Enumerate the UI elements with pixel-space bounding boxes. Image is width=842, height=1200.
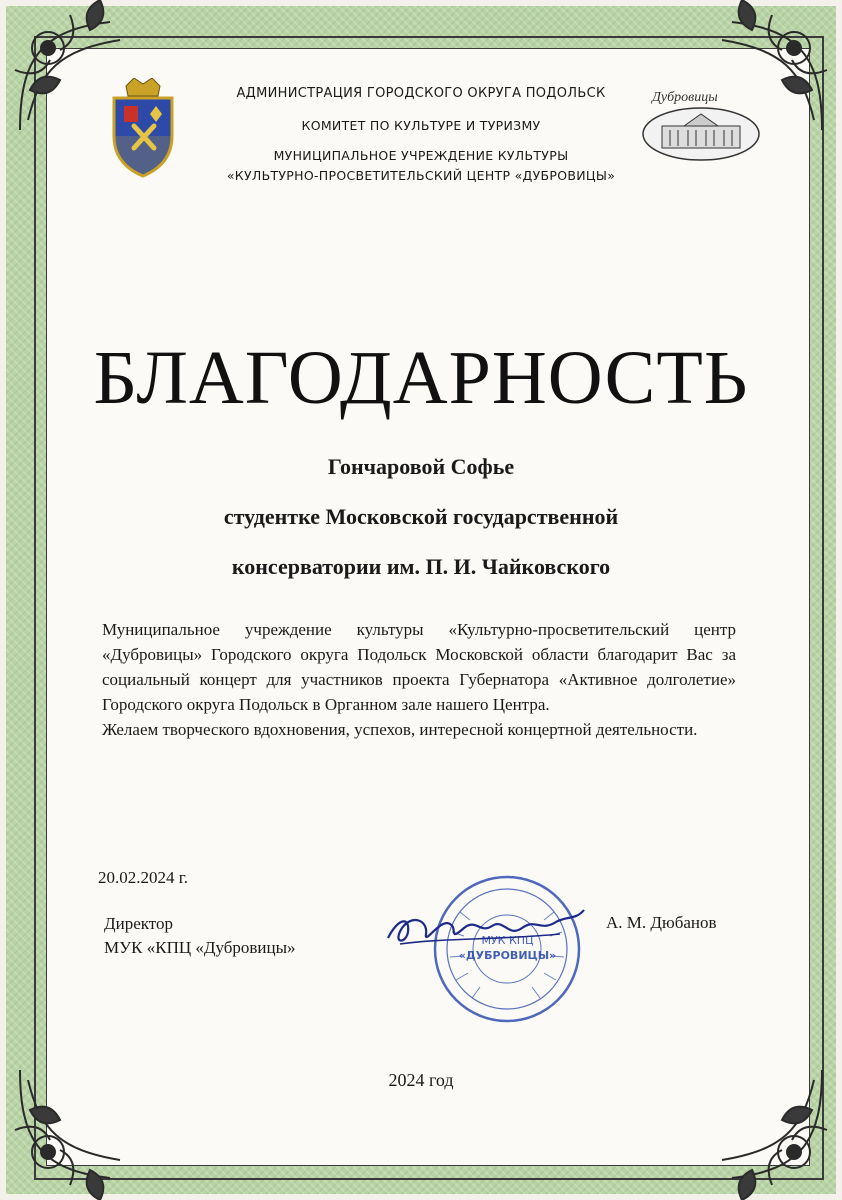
header-center: «КУЛЬТУРНО-ПРОСВЕТИТЕЛЬСКИЙ ЦЕНТР «ДУБРОВИЦЫ» bbox=[226, 168, 616, 183]
director-block bbox=[104, 912, 296, 960]
stamp-center-line1: МУК КПЦ bbox=[481, 934, 534, 947]
signature-icon bbox=[380, 898, 590, 958]
gratitude-paragraph: Муниципальное учреждение культуры «Культурно-просветительский центр «Дубровицы» Городского округа Подольск Московской области благодарит Вас за социальный концерт для участников проекта Губернатора «Активное долголетие» Городского округа Подольск в Органном зале нашего Центра. bbox=[102, 620, 736, 714]
header-committee: КОМИТЕТ ПО КУЛЬТУРЕ И ТУРИЗМУ bbox=[301, 118, 541, 133]
stamp-center-line2: «ДУБРОВИЦЫ» bbox=[458, 949, 557, 962]
recipient-institution: консерватории им. П. И. Чайковского bbox=[231, 554, 611, 579]
director-organization: МУК «КПЦ «Дубровицы» bbox=[104, 938, 296, 957]
wish-paragraph: Желаем творческого вдохновения, успехов, интересной концертной деятельности. bbox=[102, 720, 698, 739]
certificate-body bbox=[46, 48, 810, 1166]
header-institution: МУНИЦИПАЛЬНОЕ УЧРЕЖДЕНИЕ КУЛЬТУРЫ bbox=[273, 148, 569, 163]
director-name: А. М. Дюбанов bbox=[606, 913, 717, 932]
recipient-name: Гончаровой Софье bbox=[327, 454, 515, 479]
recipient-block bbox=[0, 442, 842, 592]
dubrovitsy-logo bbox=[640, 92, 762, 162]
body-text bbox=[102, 617, 736, 742]
header-administration: АДМИНИСТРАЦИЯ ГОРОДСКОГО ОКРУГА ПОДОЛЬСК bbox=[236, 86, 606, 101]
logo-title: Дубровицы bbox=[652, 90, 718, 105]
coat-of-arms-icon bbox=[104, 78, 182, 178]
certificate-year: 2024 год bbox=[388, 1070, 454, 1090]
director-position: Директор bbox=[104, 914, 173, 933]
issue-date: 20.02.2024 г. bbox=[98, 868, 189, 887]
recipient-role: студентке Московской государственной bbox=[223, 504, 619, 529]
header bbox=[196, 84, 646, 186]
certificate-title: БЛАГОДАРНОСТЬ bbox=[93, 336, 749, 420]
